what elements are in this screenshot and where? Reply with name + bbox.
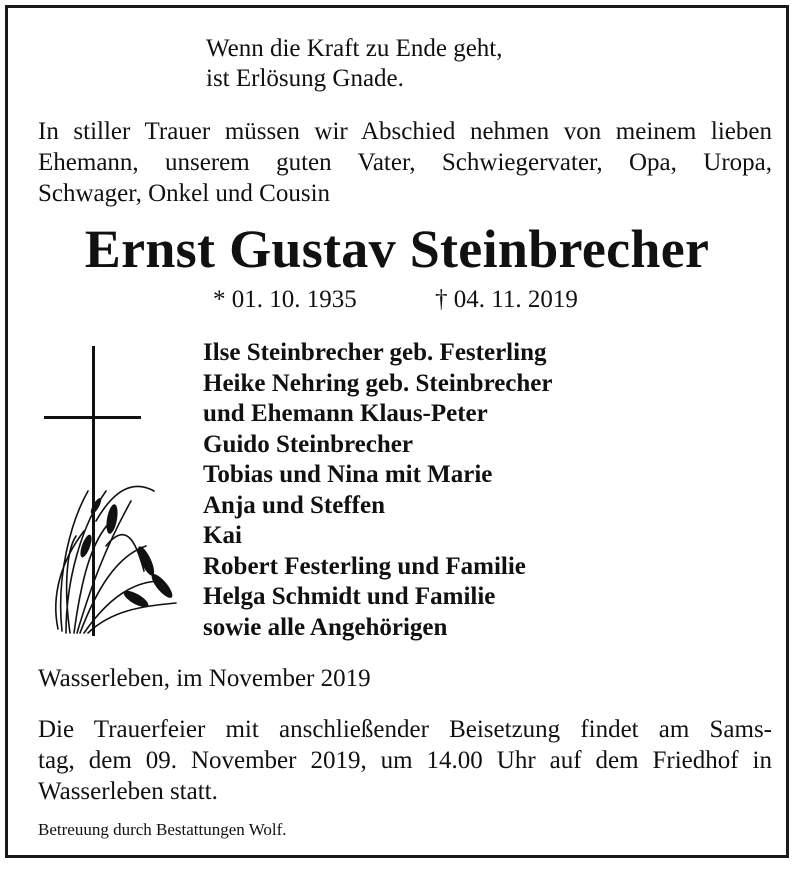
funeral-line: Wasserleben statt. xyxy=(38,778,218,805)
birth-date: * 01. 10. 1935 xyxy=(213,286,357,313)
obituary-notice xyxy=(5,5,789,858)
intro-line: Schwager, Onkel und Cousin xyxy=(38,180,331,207)
mourner-name: Heike Nehring geb. Steinbrecher xyxy=(203,369,553,397)
motto-verse xyxy=(206,34,502,94)
funeral-line: tag, dem 09. November 2019, um 14.00 Uhr auf dem Friedhof in xyxy=(38,747,772,774)
mourners-list xyxy=(203,338,553,643)
mourner-name: Kai xyxy=(203,522,242,549)
mourner-name: Anja und Steffen xyxy=(203,491,385,519)
mourner-name: und Ehemann Klaus-Peter xyxy=(203,400,488,427)
motto-line: ist Erlösung Gnade. xyxy=(206,65,404,92)
funeral-details xyxy=(38,714,772,807)
intro-line: In stiller Trauer müssen wir Abschied nehmen von meinem lieben xyxy=(38,118,772,145)
deceased-name: Ernst Gustav Steinbrecher xyxy=(84,219,710,279)
death-date: † 04. 11. 2019 xyxy=(435,286,578,313)
mourner-name: Tobias und Nina mit Marie xyxy=(203,461,493,488)
intro-line: Ehemann, unserem guten Vater, Schwiegervater, Opa, Uropa, xyxy=(38,149,772,176)
mourner-name: sowie alle Angehörigen xyxy=(203,613,448,641)
intro-text xyxy=(38,116,772,209)
mourner-name: Helga Schmidt und Familie xyxy=(203,583,496,610)
undertaker-credit: Betreuung durch Bestattungen Wolf. xyxy=(38,820,287,839)
funeral-line: Die Trauerfeier mit anschließender Beisetzung findet am Sams- xyxy=(38,716,772,743)
motto-line: Wenn die Kraft zu Ende geht, xyxy=(206,35,503,62)
mourner-name: Guido Steinbrecher xyxy=(203,430,413,458)
cross-with-grass-icon xyxy=(36,341,186,636)
place-and-date: Wasserleben, im November 2019 xyxy=(38,665,371,692)
mourner-name: Ilse Steinbrecher geb. Festerling xyxy=(203,339,547,366)
mourner-name: Robert Festerling und Familie xyxy=(203,552,526,580)
